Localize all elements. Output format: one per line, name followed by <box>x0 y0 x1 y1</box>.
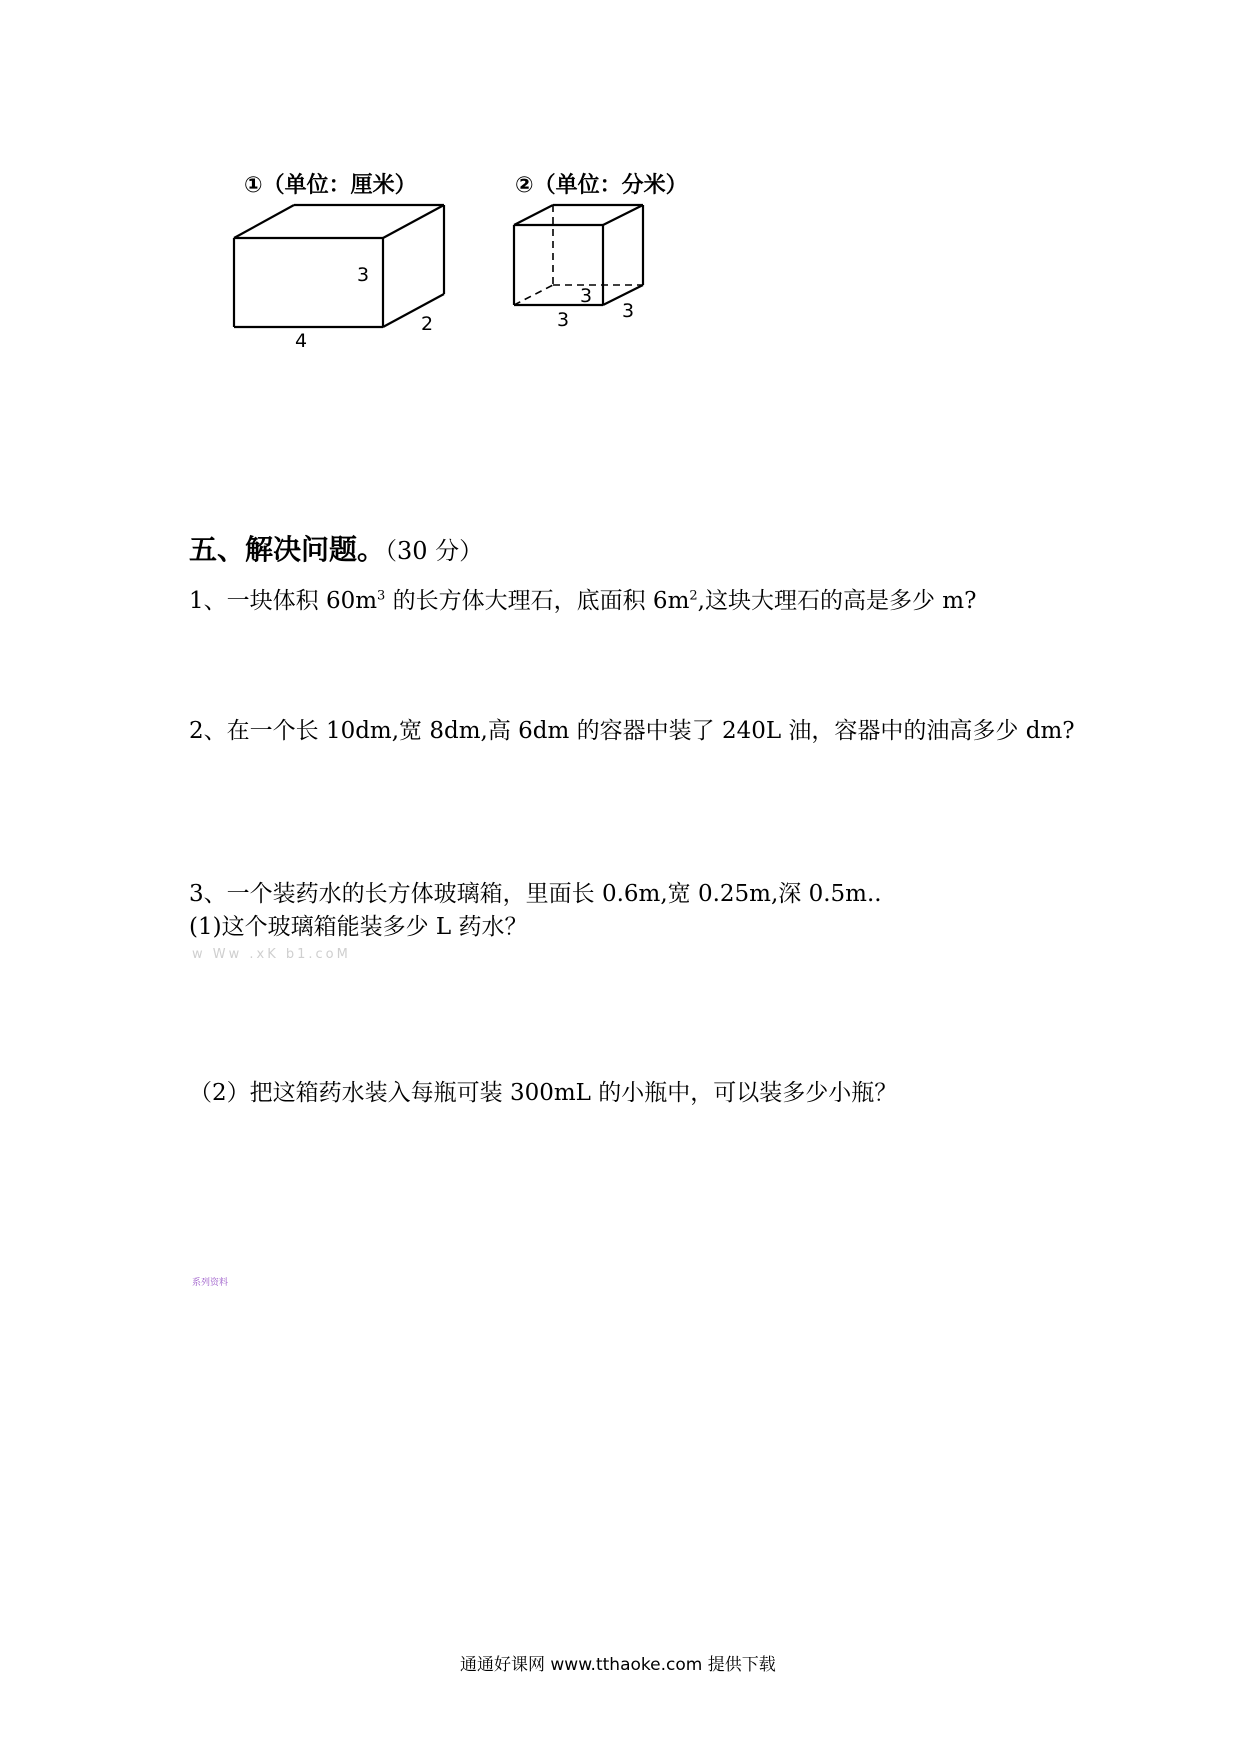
question-2: 2、在一个长 10dm,宽 8dm,高 6dm 的容器中装了 240L 油，容器中的油高多少 dm? <box>189 718 1075 744</box>
figure-1-height-label: 3 <box>357 264 370 286</box>
question-1-text-c: ,这块大理石的高是多少 m? <box>697 588 977 614</box>
section-title: 五、解决问题。 <box>189 533 386 566</box>
figure-1-cuboid <box>0 0 1240 400</box>
figure-1-label: ①（单位：厘米） <box>244 173 417 198</box>
figure-2-label: ②（单位：分米） <box>515 173 688 198</box>
figure-1-width-label: 2 <box>421 313 434 335</box>
section-heading <box>189 528 483 568</box>
question-3-part-2: （2）把这箱药水装入每瓶可装 300mL 的小瓶中，可以装多少小瓶？ <box>189 1080 898 1106</box>
section-score: （30 分） <box>385 537 484 565</box>
figure-2-hidden-edge-label: 3 <box>580 285 593 307</box>
question-1 <box>189 582 976 615</box>
question-1-sup-b: 2 <box>689 588 698 604</box>
question-1-text-a: 1、一块体积 60m <box>189 588 378 614</box>
question-3: 3、一个装药水的长方体玻璃箱，里面长 0.6m,宽 0.25m,深 0.5m.. <box>189 881 882 907</box>
question-1-sup-a: 3 <box>377 588 386 604</box>
series-note: 系列资料 <box>192 1278 229 1288</box>
cuboid-depth-edges <box>234 205 444 327</box>
figure-2-length-label: 3 <box>557 309 570 331</box>
watermark-text: w Ww .xK b1.coM <box>192 947 351 962</box>
figure-1-length-label: 4 <box>295 330 308 352</box>
cube-visible-edges <box>514 205 643 305</box>
page-footer: 通通好课网 www.tthaoke.com 提供下载 <box>460 1655 776 1675</box>
figure-2-width-label: 3 <box>622 300 635 322</box>
question-1-text-b: 的长方体大理石，底面积 6m <box>385 588 690 614</box>
question-3-part-1: (1)这个玻璃箱能装多少 L 药水？ <box>189 914 528 940</box>
cube-hidden-edges <box>514 205 643 305</box>
